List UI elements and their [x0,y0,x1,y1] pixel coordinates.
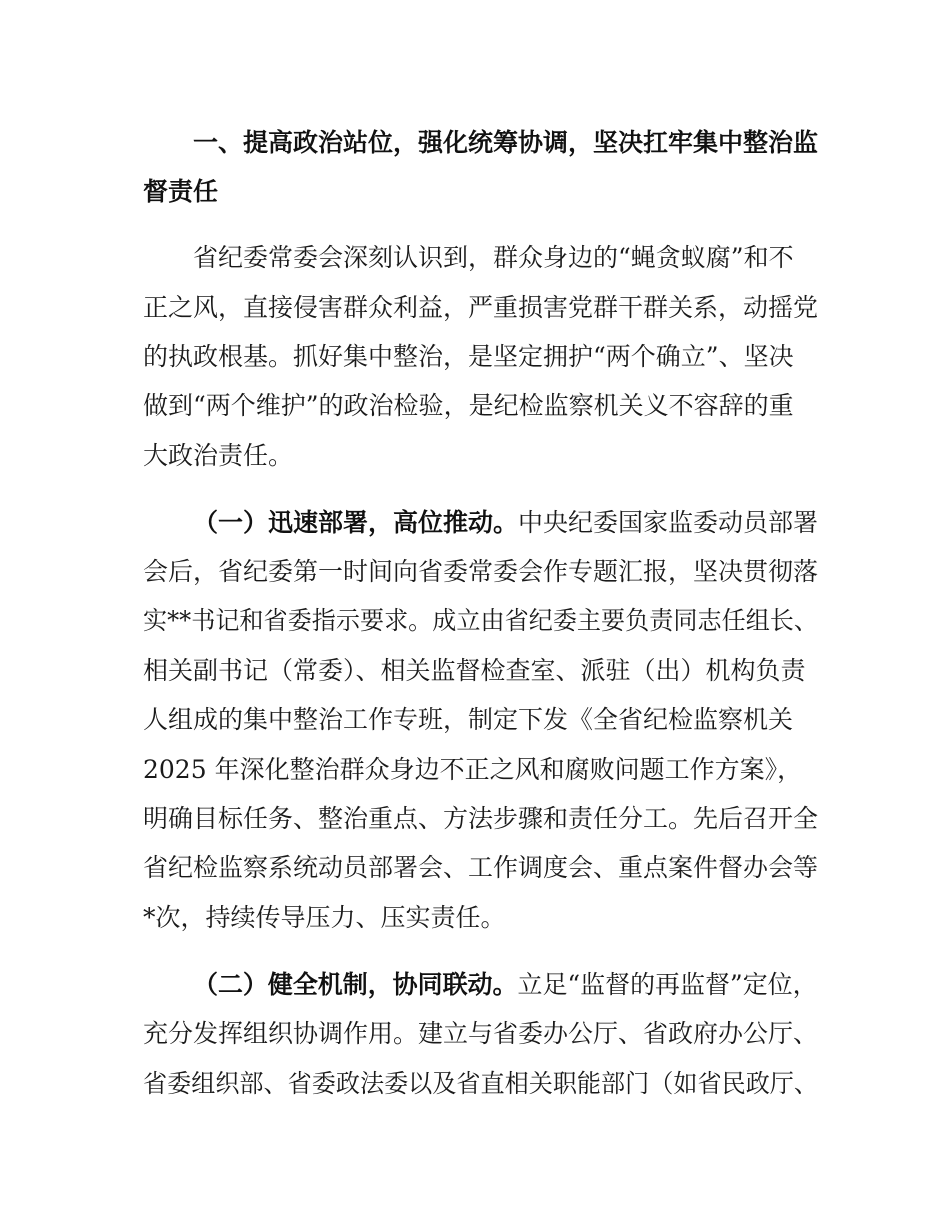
paragraph-2-line-8: 省纪检监察系统动员部署会、工作调度会、重点案件督办会等 [143,853,819,882]
paragraph-1-line-3: 的执政根基。抓好集中整治，是坚定拥护“两个确立”、坚决 [143,342,794,371]
paragraph-3-lead: （二）健全机制，协同联动。 [193,970,518,999]
paragraph-3-line-1-text: 立足“监督的再监督”定位， [517,970,818,999]
paragraph-3-line-1 [193,969,818,1001]
paragraph-2-line-5: 人组成的集中整治工作专班，制定下发《全省纪检监察机关 [143,705,794,734]
section-heading-line-2: 督责任 [143,177,219,206]
paragraph-2-line-3: 实**书记和省委指示要求。成立由省纪委主要负责同志任组长、 [143,606,819,635]
paragraph-1-line-4: 做到“两个维护”的政治检验，是纪检监察机关义不容辞的重 [143,391,794,420]
paragraph-2-line-1 [193,507,818,539]
paragraph-2-line-4: 相关副书记（常委）、相关监督检查室、派驻（出）机构负责 [143,656,806,685]
paragraph-1-line-2: 正之风，直接侵害群众利益，严重损害党群干群关系，动摇党 [143,293,819,322]
paragraph-1-line-1: 省纪委常委会深刻认识到，群众身边的“蝇贪蚁腐”和不 [193,243,794,272]
paragraph-3-line-3: 省委组织部、省委政法委以及省直相关职能部门（如省民政厅、 [143,1069,819,1098]
paragraph-2-line-1-text: 中央纪委国家监委动员部署 [518,508,819,537]
paragraph-3-line-2: 充分发挥组织协调作用。建立与省委办公厅、省政府办公厅、 [143,1019,819,1048]
paragraph-2-lead: （一）迅速部署，高位推动。 [193,508,519,537]
paragraph-2-line-6: 2025 年深化整治群众身边不正之风和腐败问题工作方案》， [143,755,803,784]
paragraph-2-line-9: *次，持续传导压力、压实责任。 [143,903,506,932]
paragraph-2-line-7: 明确目标任务、整治重点、方法步骤和责任分工。先后召开全 [143,804,819,833]
paragraph-2-line-2: 会后，省纪委第一时间向省委常委会作专题汇报，坚决贯彻落 [143,557,819,586]
paragraph-1-line-5: 大政治责任。 [143,441,294,470]
section-heading-line-1: 一、提高政治站位，强化统筹协调，坚决扛牢集中整治监 [193,128,819,157]
